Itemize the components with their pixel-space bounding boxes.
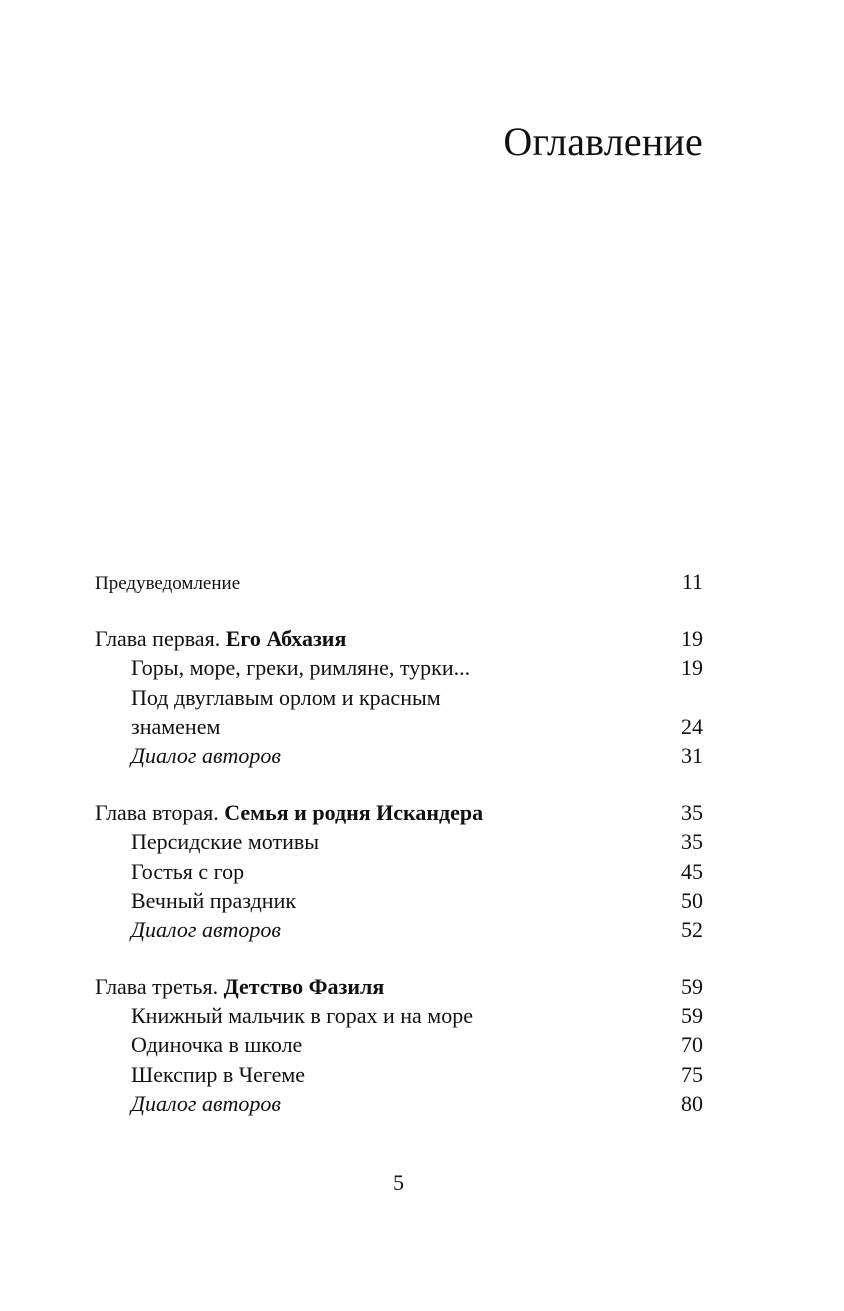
toc-page-number: 50 (681, 887, 703, 913)
toc-entry (95, 653, 703, 682)
toc-entry (95, 857, 703, 886)
chapter-heading (95, 972, 663, 1001)
toc-entry-label: Шекспир в Чегеме (131, 1061, 306, 1087)
toc-entry-label: Диалог авторов (131, 742, 281, 768)
toc-entry (95, 683, 703, 712)
chapter-prefix: Глава вторая. (95, 800, 219, 826)
toc-entry-label: Горы, море, греки, римляне, турки... (131, 655, 471, 681)
toc-page-number: 45 (681, 858, 703, 884)
toc-entry (95, 741, 703, 770)
toc-page-number: 31 (681, 742, 703, 768)
toc-page-number: 80 (681, 1090, 703, 1116)
page-number-footer: 5 (393, 1170, 404, 1195)
chapter-heading (95, 798, 663, 827)
toc-entry-label: Вечный праздник (131, 887, 297, 913)
chapter-heading (95, 624, 663, 653)
toc-entry-label: Книжный мальчик в горах и на море (131, 1003, 473, 1029)
toc-entry-label: Диалог авторов (131, 1090, 281, 1116)
toc-entry-label: Под двуглавым орлом и красным (131, 684, 441, 710)
page-title: Оглавление (503, 119, 703, 164)
toc-page-number: 19 (681, 655, 703, 681)
toc-page-number: 59 (681, 1003, 703, 1029)
toc-page-number: 75 (681, 1061, 703, 1087)
toc-page-number: 52 (681, 916, 703, 942)
toc-entry (95, 1001, 703, 1030)
chapter-title: Семья и родня Искандера (224, 800, 484, 826)
chapter-prefix: Глава первая. (95, 626, 221, 652)
toc-page-number: 59 (681, 974, 703, 1000)
toc-entry (95, 886, 703, 915)
toc-page-number: 24 (681, 713, 703, 739)
toc-entry (95, 1089, 703, 1118)
table-of-contents (95, 567, 703, 1118)
toc-entry-label: Предуведомление (95, 573, 241, 594)
chapter-prefix: Глава третья. (95, 974, 219, 1000)
toc-entry-label: Диалог авторов (131, 916, 281, 942)
toc-page-number: 70 (681, 1032, 703, 1058)
chapter-title: Его Абхазия (225, 626, 347, 652)
toc-entry-label: Гостья с гор (131, 858, 245, 884)
toc-page-number: 35 (681, 800, 703, 826)
chapter-title: Детство Фазиля (223, 974, 385, 1000)
toc-page-number: 11 (681, 569, 703, 594)
toc-chapter-1 (95, 624, 703, 653)
toc-entry (95, 712, 703, 741)
toc-entry (95, 827, 703, 856)
toc-page-number: 19 (681, 626, 703, 652)
toc-page-number: 35 (681, 829, 703, 855)
toc-entry (95, 1060, 703, 1089)
toc-chapter-3 (95, 972, 703, 1001)
toc-entry-label: Одиночка в школе (131, 1032, 303, 1058)
toc-entry (95, 1030, 703, 1059)
toc-entry (95, 915, 703, 944)
toc-chapter-2 (95, 798, 703, 827)
toc-entry-label: Персидские мотивы (131, 829, 320, 855)
toc-entry-label: знаменем (131, 713, 221, 739)
toc-entry-preface (95, 567, 703, 596)
